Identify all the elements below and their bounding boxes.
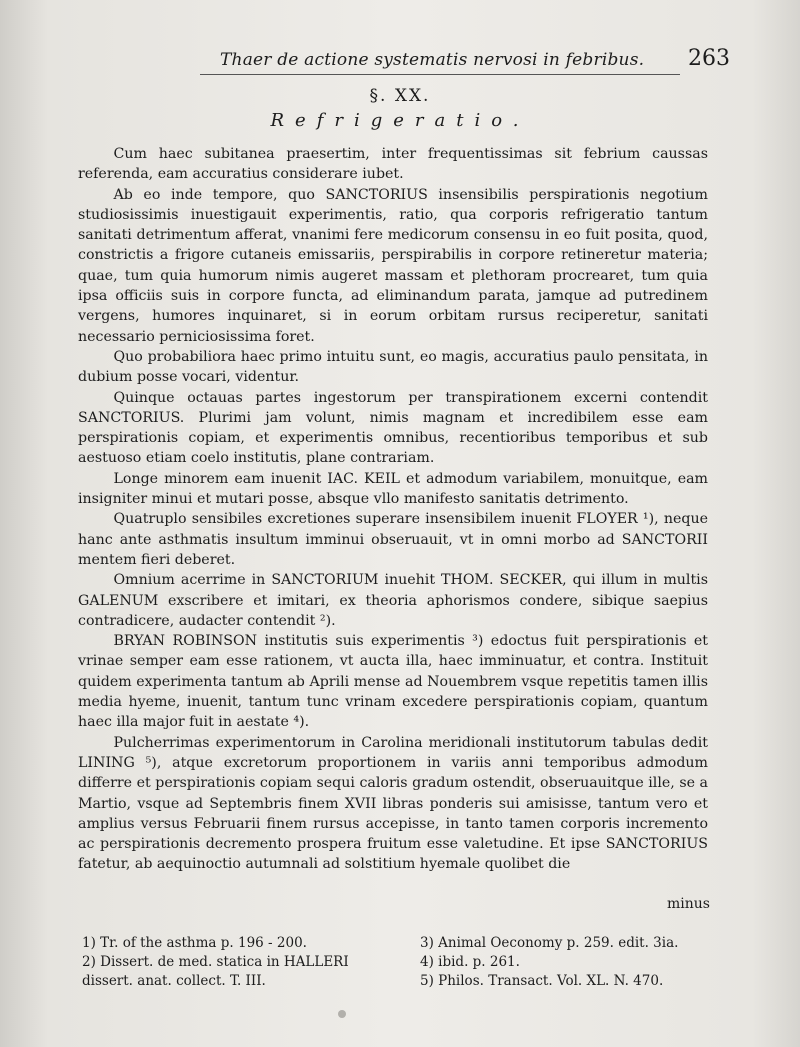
catchword: minus [667, 896, 710, 912]
footnotes-right-column [420, 934, 730, 991]
paragraph: Longe minorem eam inuenit IAC. KEIL et admodum variabilem, monuitque, eam insigniter minui et mutari posse, absque vllo manifesto sanitatis detrimento. [78, 470, 708, 508]
footnote: dissert. anat. collect. T. III. [82, 973, 266, 989]
page-header [80, 46, 730, 76]
body-text [78, 144, 708, 875]
paragraph: Quatruplo sensibiles excretiones superare insensibilem inuenit FLOYER ¹), neque hanc ante asthmatis insultum imminui obseruauit, vt in omni morbo ad SANCTORII mentem fieri deberet. [78, 511, 708, 568]
ink-smudge [338, 1010, 346, 1018]
footnote: 4) ibid. p. 261. [420, 954, 520, 970]
paragraph: BRYAN ROBINSON institutis suis experimentis ³) edoctus fuit perspirationis et vrinae semper eam esse rationem, vt aucta illa, haec imminuatur, et contra. Instituit quidem experimenta tantum ab Aprili mense ad Nouembrem vsque repetitis tamen illis media hyeme, inuenit, tantum tunc vrinam excedere perspirationis copiam, quantum haec illa major fuit in aestate ⁴). [78, 633, 708, 731]
footnotes-left-column [82, 934, 412, 991]
section-title: Refrigeratio. [270, 110, 530, 131]
paragraph: Quinque octauas partes ingestorum per transpirationem excerni contendit SANCTORIUS. Plurimi jam volunt, nimis magnam et incredibilem esse eam perspirationis copiam, et experimentis omnibus, recentioribus temporibus et sub aestuoso etiam coelo institutis, plane contrariam. [78, 389, 708, 467]
paragraph: Cum haec subitanea praesertim, inter frequentissimas sit febrium caussas referenda, eam accuratius considerare iubet. [78, 146, 708, 183]
running-head: Thaer de actione systematis nervosi in febribus. [220, 50, 645, 70]
paragraph: Pulcherrimas experimentorum in Carolina meridionali institutorum tabulas dedit LINING ⁵), atque excretorum proportionem in variis anni temporibus admodum differre et perspirationis copiam sequi caloris gradum ostendit, obseruauitque ille, se a Martio, vsque ad Septembris finem XVII libras ponderis sui amisisse, tantum vero et amplius versus Februarii finem rursus accepisse, in tanto tamen corporis incremento ac perspirationis decremento prospera fruitum esse valetudine. Et ipse SANCTORIUS fatetur, ab aequinoctio autumnali ad solstitium hyemale quolibet die [78, 734, 708, 873]
footnote: 3) Animal Oeconomy p. 259. edit. 3ia. [420, 935, 679, 951]
paragraph: Ab eo inde tempore, quo SANCTORIUS insensibilis perspirationis negotium studiosissimis inuestigauit experimentis, ratio, qua corporis refrigeratio tantum sanitati detrimentum afferat, vnanimi fere medicorum consensu in eo fuit posita, quod, constrictis a frigore cutaneis emissariis, perspirabilis in corpore retineretur materia; quae, tum quia humorum nimis augeret massam et plethoram procrearet, tum quia ipsa officiis suis in corpore functa, ad eliminandum parata, jamque ad putredinem vergens, humores inquinaret, si in eorum orbitam rursus reciperetur, sanitati necessario perniciosissima foret. [78, 186, 708, 345]
footnote: 2) Dissert. de med. statica in HALLERI [82, 954, 349, 970]
header-rule [200, 74, 680, 75]
paragraph: Quo probabiliora haec primo intuitu sunt, eo magis, accuratius paulo pensitata, in dubium posse vocari, videntur. [78, 348, 708, 386]
section-number: §. XX. [369, 86, 431, 106]
paragraph: Omnium acerrime in SANCTORIUM inuehit THOM. SECKER, qui illum in multis GALENUM exscribere et imitari, ex theoria aphorismos condere, sibique saepius contradicere, audacter contendit ²). [78, 572, 708, 629]
page-number: 263 [688, 46, 730, 71]
footnote: 5) Philos. Transact. Vol. XL. N. 470. [420, 973, 664, 989]
footnote: 1) Tr. of the asthma p. 196 - 200. [82, 935, 307, 951]
